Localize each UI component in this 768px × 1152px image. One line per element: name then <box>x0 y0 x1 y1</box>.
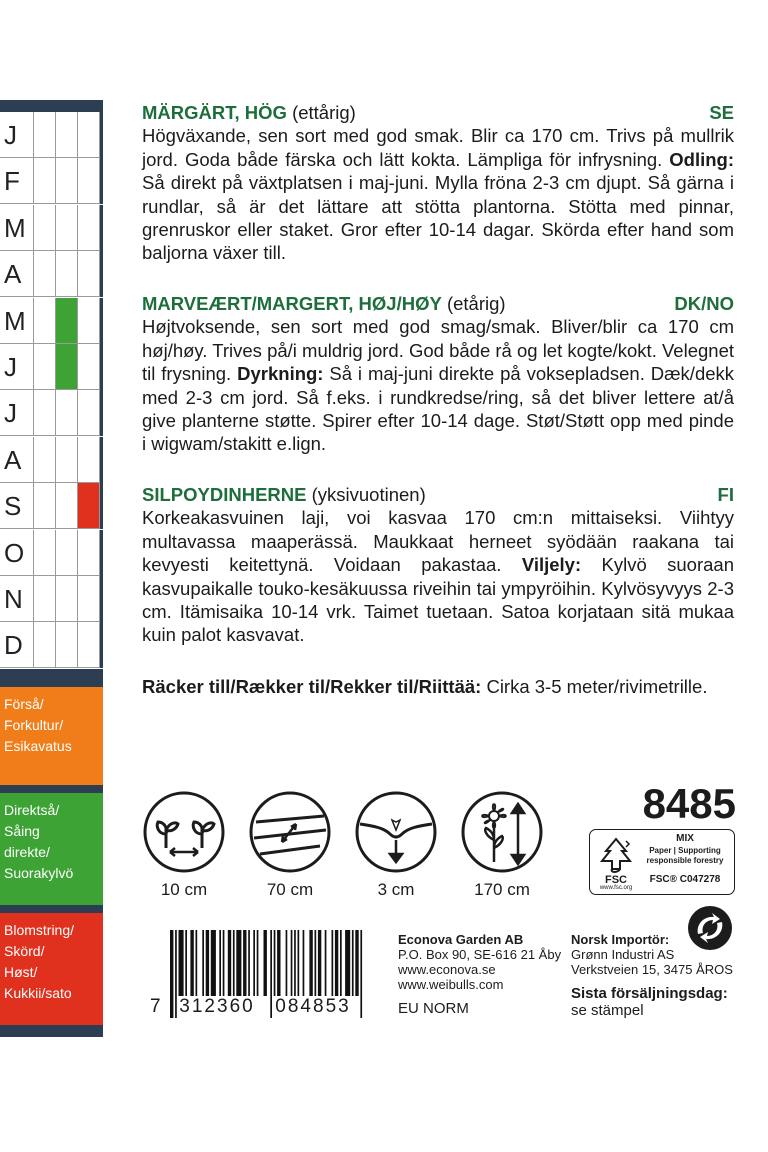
calendar-month-letter: A <box>0 251 34 297</box>
legend-line: Blomstring/ <box>4 921 75 938</box>
calendar-top-bar <box>0 100 103 112</box>
calendar-month-letter: O <box>0 530 34 576</box>
coverage-value: Cirka 3-5 meter/rivimetrille. <box>486 676 708 697</box>
barcode-bar <box>303 930 305 996</box>
calendar-month-letter: M <box>0 205 34 251</box>
icon-label: 170 cm <box>474 880 530 899</box>
barcode-bar <box>243 930 246 996</box>
section-text-2: Så direkt på växtplatsen i maj-juni. Mylla fröna 2-3 cm djupt. Så gärna i rundlar, så är det lättare att stötta plantorna. Stötta med pinnar, grenruskor eller staket. Gror efter 10-14 dagar. Skörda efter hand som baljorna växer till. <box>142 172 734 264</box>
calendar-month-letter: J <box>0 390 34 436</box>
coverage-line <box>142 675 734 698</box>
language-code: SE <box>709 102 734 123</box>
calendar-cell <box>34 298 56 343</box>
calendar-month-row <box>0 576 103 622</box>
coverage-label: Räcker till/Rækker til/Rekker til/Riittää: <box>142 676 482 697</box>
barcode-bar <box>291 930 293 996</box>
calendar-edge <box>100 158 103 204</box>
barcode-bar <box>211 930 216 996</box>
calendar-edge <box>100 251 103 297</box>
barcode-bar <box>340 930 342 996</box>
legend-line: Suorakylvö <box>4 864 74 881</box>
calendar-cell <box>56 437 78 482</box>
barcode-bar <box>332 930 334 996</box>
calendar-cell <box>56 483 78 528</box>
calendar-cell <box>78 530 100 575</box>
calendar-month-row <box>0 205 103 251</box>
section-dk-no <box>142 292 734 456</box>
language-code: DK/NO <box>674 293 734 314</box>
calendar-cell <box>56 576 78 621</box>
section-bold: Odling: <box>669 148 734 170</box>
calendar-cell <box>78 205 100 250</box>
barcode-bar <box>179 930 184 996</box>
section-text-2: Så i maj-juni direkte på voksepladsen. Dæk/dekk med 2-3 cm jord. Så f.eks. i rundkredse/ring, så det bliver lettere at/å give planterne støtte. Spirer efter 10-14 dage. Støt/Støtt opp med pinde i wigwam/stakitt e.lign. <box>142 363 735 455</box>
section-se <box>142 101 734 265</box>
fsc-label <box>589 829 735 895</box>
calendar-cell <box>34 158 56 203</box>
section-text: Högväxande, sen sort med god smak. Blir ca 170 cm. Trivs på mullrik jord. Goda både färska och lätt kokta. Lämpliga för infrysning. <box>142 125 734 170</box>
barcode-bar <box>236 930 241 996</box>
calendar-cell <box>78 344 100 389</box>
legend-line: direkte/ <box>4 843 50 860</box>
section-fi <box>142 483 734 647</box>
calendar-cell <box>78 622 100 667</box>
legend-line: Høst/ <box>4 963 38 980</box>
importer-name: Grønn Industri AS <box>571 947 675 962</box>
legend-gap <box>0 785 103 793</box>
barcode-bar <box>277 930 280 996</box>
barcode-bar <box>274 930 276 996</box>
company-address: P.O. Box 90, SE-616 21 Åby <box>398 947 562 962</box>
calendar-cell <box>78 251 100 296</box>
company-name: Econova Garden AB <box>398 932 524 947</box>
barcode-bar <box>257 930 259 996</box>
barcode-bar <box>233 930 235 996</box>
company-info <box>398 932 568 992</box>
section-text: Højtvoksende, sen sort med god smag/smak. Bliver/blir ca 170 cm høj/høy. Trives på/i muldrig jord. God både rå og let kogte/kokt. Velegnet til frysning. <box>142 316 734 385</box>
calendar-month-row <box>0 251 103 297</box>
calendar-edge <box>100 530 103 576</box>
calendar-month-letter: J <box>0 112 34 158</box>
calendar-cell <box>34 530 56 575</box>
fsc-mix: MIX <box>676 833 694 844</box>
legend-line: Kukkii/sato <box>4 984 72 1001</box>
calendar-edge <box>100 298 103 344</box>
barcode-bar <box>325 930 327 996</box>
barcode-digits-left: 312360 <box>179 996 255 1017</box>
direct-sow-cell <box>56 344 78 389</box>
legend-line: Såing <box>4 822 40 839</box>
article-number: 8485 <box>642 780 736 827</box>
legend-line: Esikavatus <box>4 737 72 754</box>
calendar-separator <box>0 669 103 687</box>
calendar-month-letter: J <box>0 344 34 390</box>
direct-sow-cell <box>56 298 78 343</box>
calendar-cell <box>34 622 56 667</box>
calendar-edge <box>100 483 103 529</box>
section-subtitle: (yksivuotinen) <box>311 484 426 505</box>
calendar-month-row <box>0 483 103 529</box>
row-spacing-icon <box>248 790 332 874</box>
section-subtitle: (ettårig) <box>292 102 356 123</box>
sale-title: Sista försäljningsdag: <box>571 985 728 1002</box>
plant-height-icon <box>460 790 544 874</box>
calendar-cell <box>78 158 100 203</box>
barcode-bar <box>190 930 193 996</box>
calendar-cell <box>34 483 56 528</box>
calendar-month-letter: F <box>0 158 34 204</box>
barcode-bar <box>355 930 358 996</box>
fsc-url: www.fsc.org <box>599 885 633 891</box>
barcode-bar <box>352 930 354 996</box>
barcode-bar <box>219 930 221 996</box>
calendar-month-row <box>0 390 103 436</box>
calendar-month-row <box>0 344 103 390</box>
sowing-calendar <box>0 100 103 1020</box>
calendar-cell <box>34 390 56 435</box>
icon-label: 3 cm <box>377 880 415 899</box>
fsc-line-2: responsible forestry <box>646 856 724 865</box>
company-website-2: www.weibulls.com <box>398 977 504 992</box>
barcode-digit-first: 7 <box>150 996 161 1017</box>
calendar-edge <box>100 576 103 622</box>
calendar-cell <box>56 205 78 250</box>
barcode-bar <box>185 930 187 996</box>
calendar-month-letter: M <box>0 298 34 344</box>
calendar-cell <box>34 344 56 389</box>
barcode-bar <box>315 930 317 996</box>
section-title: MARVEÆRT/MARGERT, HØJ/HØY <box>142 293 442 314</box>
calendar-cell <box>78 576 100 621</box>
calendar-cell <box>78 390 100 435</box>
eu-norm: EU NORM <box>398 1000 469 1017</box>
barcode-bar <box>228 930 231 996</box>
importer-title: Norsk Importör: <box>571 932 670 947</box>
barcode-bar <box>360 930 362 1018</box>
calendar-month-letter: N <box>0 576 34 622</box>
barcode-bar <box>206 930 209 996</box>
legend-gap <box>0 905 103 913</box>
legend-gap <box>0 1025 103 1033</box>
section-subtitle: (etårig) <box>446 293 506 314</box>
calendar-month-row <box>0 298 103 344</box>
calendar-legend-block <box>0 913 103 1025</box>
sale-text: se stämpel <box>571 1002 644 1019</box>
calendar-edge <box>100 622 103 668</box>
fsc-line-1: Paper | Supporting <box>649 846 721 855</box>
barcode-bar <box>253 930 255 996</box>
sale-info <box>571 985 746 1019</box>
company-website-1: www.econova.se <box>398 962 496 977</box>
barcode-bar <box>286 930 288 996</box>
sowing-depth-icon <box>354 790 438 874</box>
calendar-cell <box>56 530 78 575</box>
calendar-legend-block <box>0 687 103 785</box>
importer-info <box>571 932 741 977</box>
calendar-month-row <box>0 158 103 204</box>
calendar-cell <box>56 622 78 667</box>
legend-line: Direktså/ <box>4 801 60 818</box>
barcode-bar <box>223 930 225 996</box>
icon-label: 70 cm <box>266 880 314 899</box>
calendar-cell <box>34 251 56 296</box>
barcode-digits-right: 084853 <box>275 996 351 1017</box>
calendar-edge <box>100 344 103 390</box>
barcode-bar <box>318 930 321 996</box>
barcode-bar <box>248 930 250 996</box>
calendar-cell <box>78 298 100 343</box>
legend-line: Forkultur/ <box>4 716 64 733</box>
legend-line: Förså/ <box>4 695 44 712</box>
calendar-cell <box>78 112 100 157</box>
legend-line: Skörd/ <box>4 942 45 959</box>
fsc-code: FSC® C047278 <box>649 874 721 885</box>
calendar-cell <box>78 437 100 482</box>
calendar-cell <box>56 251 78 296</box>
calendar-edge <box>100 205 103 251</box>
calendar-cell <box>56 390 78 435</box>
calendar-cell <box>34 576 56 621</box>
calendar-legend-block <box>0 793 103 905</box>
barcode-bar <box>335 930 338 996</box>
calendar-month-row <box>0 530 103 576</box>
barcode-bar <box>202 930 204 996</box>
calendar-cell <box>34 205 56 250</box>
calendar-cell <box>34 437 56 482</box>
calendar-cell <box>56 112 78 157</box>
calendar-edge <box>100 437 103 483</box>
calendar-month-letter: D <box>0 622 34 668</box>
section-bold: Viljely: <box>521 554 582 576</box>
barcode-bar <box>345 930 350 996</box>
plant-spacing-icon <box>142 790 226 874</box>
calendar-edge <box>100 390 103 436</box>
barcode-bar <box>294 930 296 996</box>
importer-address: Verkstveien 15, 3475 ÅROS <box>571 962 733 977</box>
section-title: MÄRGÄRT, HÖG <box>142 102 287 123</box>
calendar-month-row <box>0 112 103 158</box>
section-text: Korkeakasvuinen laji, voi kasvaa 170 cm:n mittaiseksi. Viihtyy multavassa maaperässä. Maukkaat herneet syödään raakana tai kevyesti keitettynä. Voidaan pakastaa. <box>142 507 734 576</box>
harvest-cell <box>78 483 100 528</box>
barcode-bar <box>264 930 267 996</box>
barcode-bar <box>298 930 300 996</box>
calendar-month-row <box>0 437 103 483</box>
section-bold: Dyrkning: <box>237 363 324 385</box>
section-title: SILPOYDINHERNE <box>142 484 307 505</box>
calendar-cell <box>56 158 78 203</box>
barcode-bar <box>196 930 198 996</box>
calendar-month-row <box>0 622 103 668</box>
section-text-2: Kylvö suoraan kasvupaikalle touko-kesäkuussa riveihin tai ympyröihin. Kylvösyvyys 2-3 cm. Itämisaika 10-14 vrk. Taimet tuetaan. Satoa korjataan sitä mukaa kuin palot kasvavat. <box>142 554 734 646</box>
calendar-month-letter: A <box>0 437 34 483</box>
calendar-edge <box>100 112 103 158</box>
barcode-bar <box>309 930 312 996</box>
fsc-logo-text: FSC <box>605 874 627 886</box>
calendar-month-letter: S <box>0 483 34 529</box>
icon-label: 10 cm <box>160 880 208 899</box>
language-code: FI <box>717 484 734 505</box>
calendar-cell <box>34 112 56 157</box>
